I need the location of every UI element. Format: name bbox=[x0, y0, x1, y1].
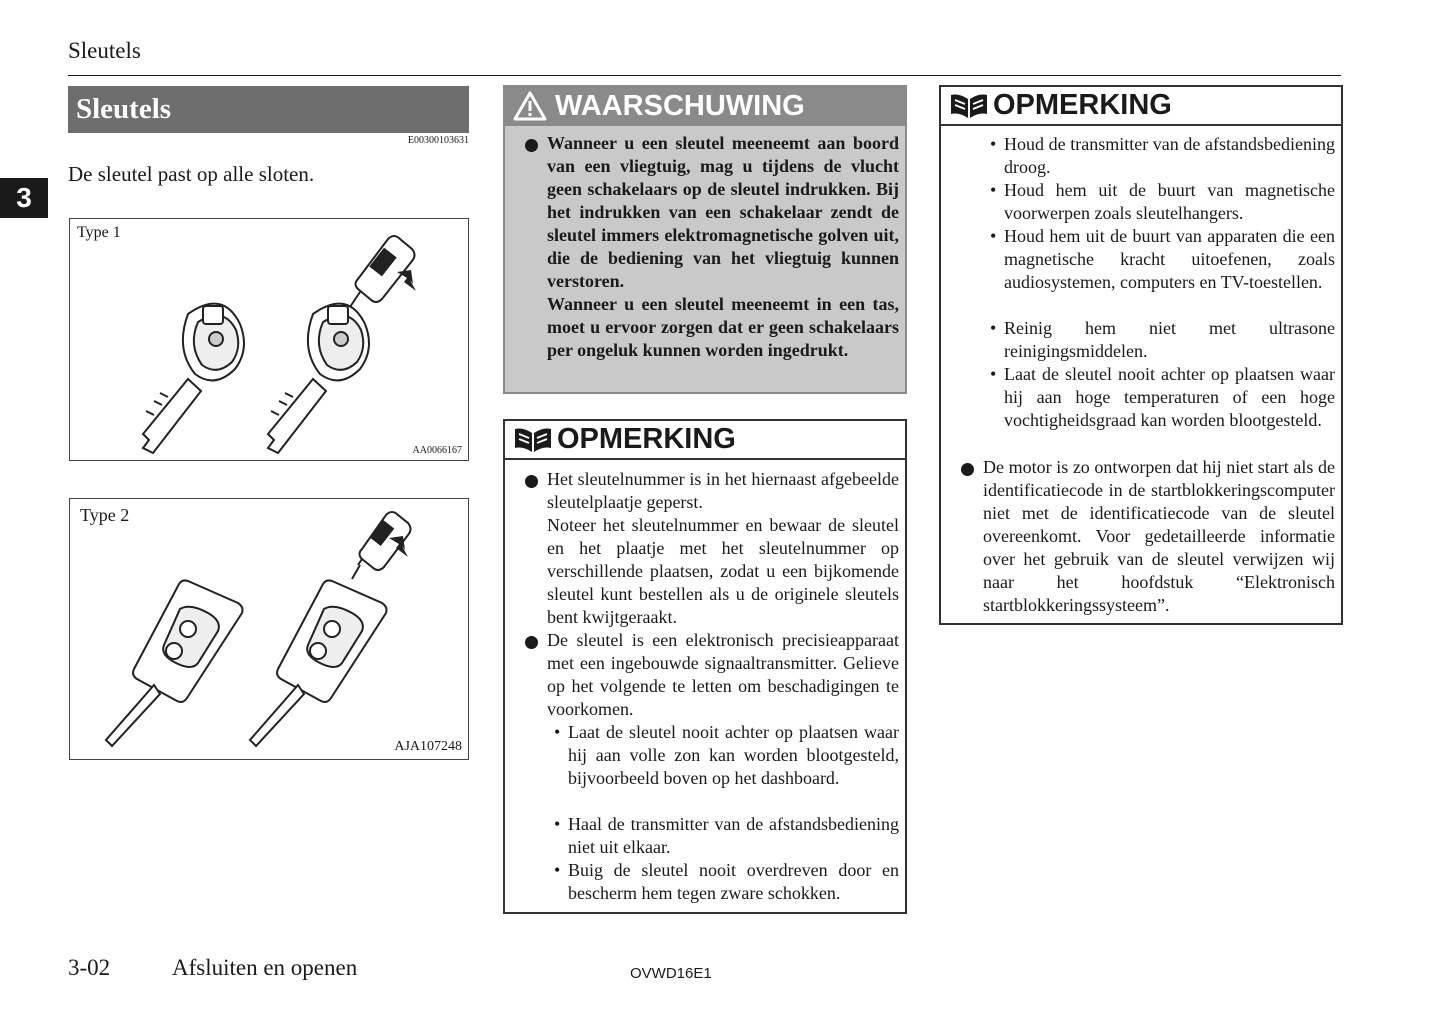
note-header bbox=[941, 87, 1341, 126]
running-header: Sleutels bbox=[68, 38, 141, 63]
note-item: Noteer het sleutelnummer en bewaar de sleutel en het plaatje met het sleutelnummer op verschillende plaatsen, zodat u een bijkomende sleutel kunt bestellen als u de originele sleutels bent kwijtgeraakt. bbox=[547, 515, 899, 627]
warning-header bbox=[505, 87, 905, 126]
note-title: OPMERKING bbox=[557, 423, 736, 455]
note-subitem: • Reinig hem niet met ultrasone reinigingsmiddelen. bbox=[1004, 317, 1335, 363]
key-type-2-illustration bbox=[70, 499, 468, 759]
warning-paragraph-1: Wanneer u een sleutel meeneemt aan boord van een vliegtuig, mag u tijdens de vlucht geen schakelaars op de sleutel indrukken. Bij het indrukken van een schakelaar zendt de sleutel immers elektromagnetische golven uit, die de bediening van het vliegtuig kunnen verstoren. bbox=[547, 133, 899, 291]
bullet-icon bbox=[525, 139, 538, 152]
warning-title: WAARSCHUWING bbox=[555, 90, 805, 122]
warning-paragraph-2: Wanneer u een sleutel meeneemt in een tas, moet u ervoor zorgen dat er geen schakelaars per ongeluk kunnen worden ingedrukt. bbox=[547, 294, 899, 360]
document-code: OVWD16E1 bbox=[630, 965, 712, 982]
section-title: Sleutels bbox=[68, 86, 469, 133]
figure-type-1 bbox=[69, 218, 469, 461]
note-subitem: • Laat de sleutel nooit achter op plaatsen waar hij aan hoge temperaturen of een hoge vochtigheidsgraad kan worden blootgesteld. bbox=[1004, 363, 1335, 432]
note-item: Het sleutelnummer is in het hiernaast afgebeelde sleutelplaatje geperst. bbox=[547, 469, 899, 512]
bullet-icon bbox=[961, 463, 974, 476]
note-box-2 bbox=[939, 85, 1343, 625]
figure-code: AA0066167 bbox=[412, 445, 462, 456]
note-item: De sleutel is een elektronisch precisieapparaat met een ingebouwde signaaltransmitter. Gelieve op het volgende te letten om beschadigingen te voorkomen. bbox=[547, 630, 899, 719]
header-rule bbox=[68, 75, 1341, 76]
warning-box bbox=[503, 85, 907, 394]
note-subitem: • Houd de transmitter van de afstandsbediening droog. bbox=[1004, 133, 1335, 179]
figure-type-2 bbox=[69, 498, 469, 760]
figure-label: Type 1 bbox=[77, 224, 121, 241]
warning-triangle-icon bbox=[513, 91, 547, 121]
open-book-icon bbox=[949, 91, 989, 119]
note-title: OPMERKING bbox=[993, 89, 1172, 121]
note-subitem: • Buig de sleutel nooit overdreven door en bescherm hem tegen zware schokken. bbox=[568, 859, 899, 905]
bullet-icon bbox=[525, 475, 538, 488]
figure-label: Type 2 bbox=[80, 505, 130, 525]
section-code: E00300103631 bbox=[407, 135, 469, 146]
figure-code: AJA107248 bbox=[394, 739, 462, 754]
note-item: De motor is zo ontworpen dat hij niet start als de identificatiecode in de startblokkeringscomputer niet met de identificatiecode van de sleutel overeenkomt. Voor gedetailleerde informatie over het gebruik van de sleutel verwijzen wij naar het hoofdstuk “Elektronisch startblokkeringssysteem”. bbox=[983, 457, 1335, 615]
note-subitem: • Houd hem uit de buurt van magnetische voorwerpen zoals sleutelhangers. bbox=[1004, 179, 1335, 225]
intro-text: De sleutel past op alle sloten. bbox=[68, 162, 315, 186]
page-number: 3-02 bbox=[68, 955, 111, 980]
note-box-1 bbox=[503, 419, 907, 914]
note-subitem: • Laat de sleutel nooit achter op plaatsen waar hij aan volle zon kan worden blootgesteld, bijvoorbeeld boven op het dashboard. bbox=[568, 721, 899, 790]
key-type-1-illustration bbox=[70, 219, 468, 460]
note-subitem: • Houd hem uit de buurt van apparaten die een magnetische kracht uitoefenen, zoals audiosystemen, computers en TV-toestellen. bbox=[1004, 225, 1335, 294]
chapter-tab: 3 bbox=[0, 178, 48, 218]
bullet-icon bbox=[525, 636, 538, 649]
open-book-icon bbox=[513, 425, 553, 453]
note-header bbox=[505, 421, 905, 460]
note-subitem: • Haal de transmitter van de afstandsbediening niet uit elkaar. bbox=[568, 813, 899, 859]
footer-section: Afsluiten en openen bbox=[172, 955, 358, 980]
